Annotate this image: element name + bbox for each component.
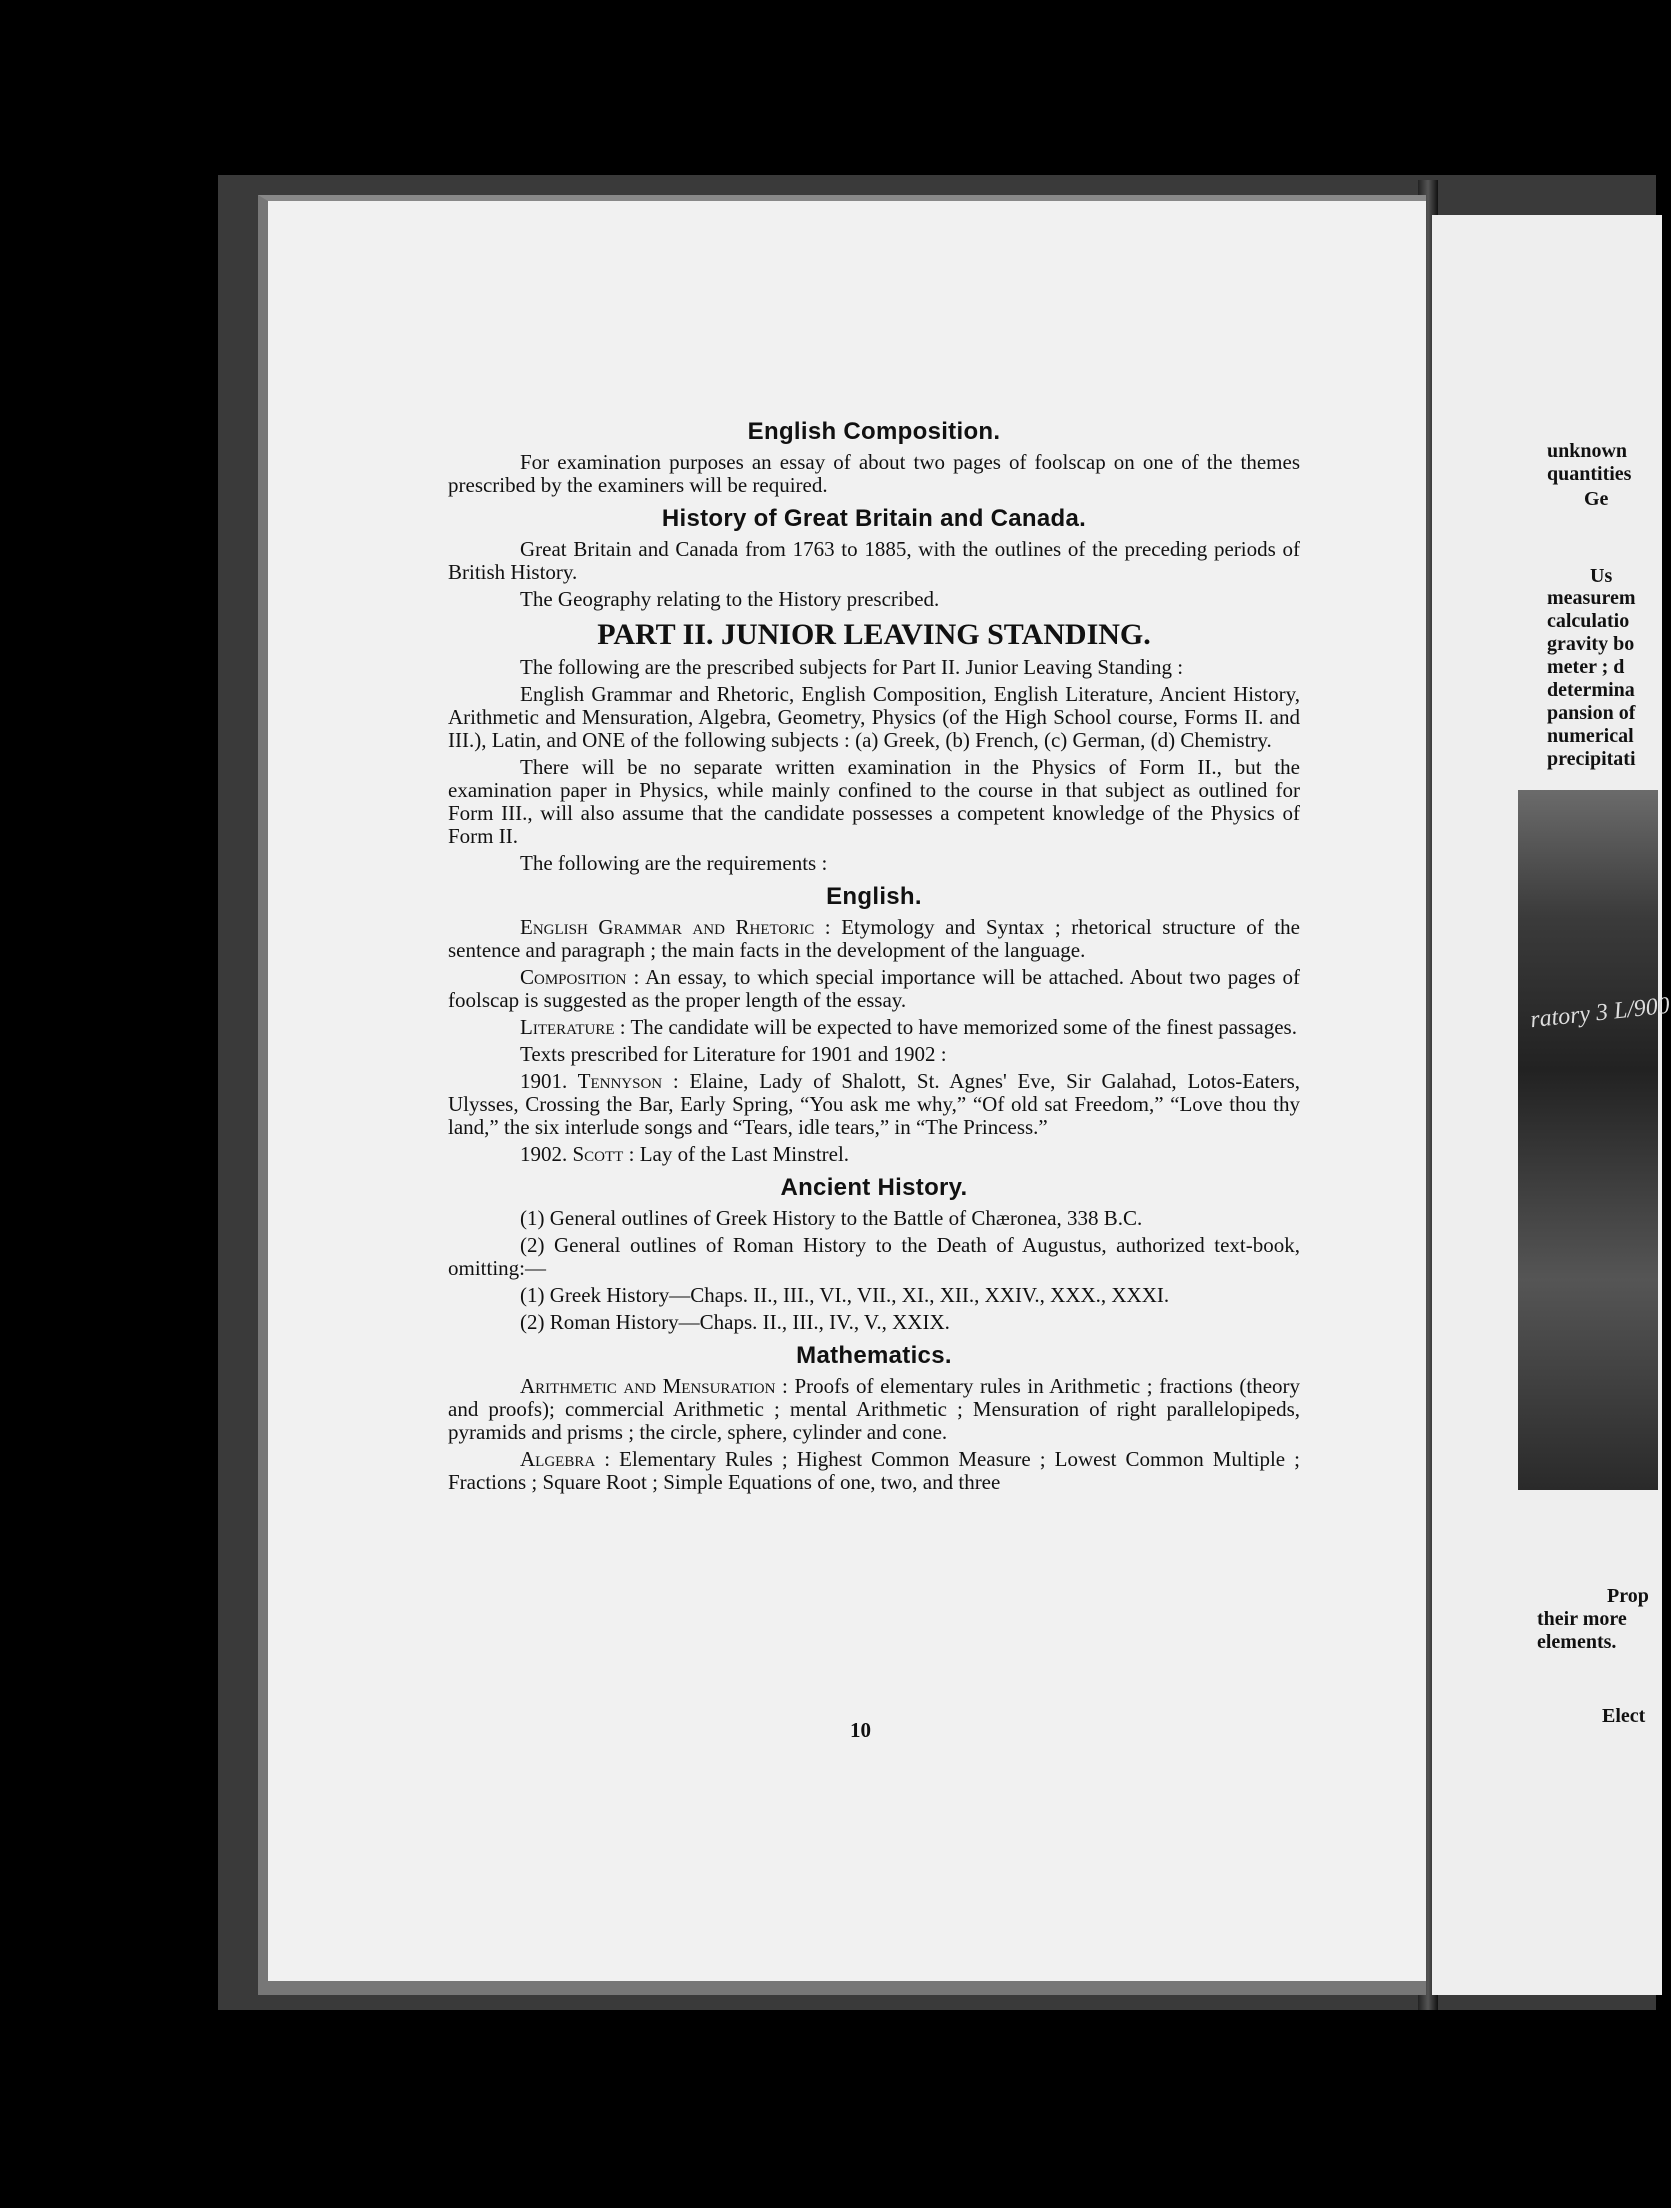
right-line: calculatio: [1547, 610, 1630, 632]
paragraph: [448, 916, 1300, 962]
paragraph: (2) General outlines of Roman History to the Death of Augustus, authorized text-book, omitting:—: [448, 1233, 1300, 1280]
paragraph-lead: Algebra :: [520, 1447, 611, 1471]
paragraph: The following are the prescribed subjects for Part II. Junior Leaving Standing :: [520, 655, 1184, 679]
paragraph: [448, 1016, 1300, 1039]
page-content: [448, 410, 1300, 1498]
right-line: Ge: [1584, 488, 1609, 510]
paragraph: The Geography relating to the History prescribed.: [520, 587, 940, 611]
paragraph: Great Britain and Canada from 1763 to 1885, with the outlines of the preceding periods of British History.: [448, 537, 1300, 584]
section-heading: History of Great Britain and Canada.: [661, 505, 1087, 532]
paragraph: [448, 1070, 1300, 1139]
right-line: quantities: [1547, 463, 1632, 485]
paragraph-lead: Arithmetic and Mensuration :: [520, 1374, 788, 1398]
paragraph-lead: 1902. Scott :: [520, 1142, 635, 1166]
paragraph: [448, 1448, 1300, 1494]
paragraph: (2) Roman History—Chaps. II., III., IV., V., XXIX.: [520, 1310, 950, 1334]
paragraph-text: Elementary Rules ; Highest Common Measure ; Lowest Common Multiple ; Fractions ; Square Root ; Simple Equations of one, two, and three: [448, 1447, 1300, 1494]
right-line: determina: [1547, 679, 1635, 701]
paragraph-text: An essay, to which special importance will be attached. About two pages of foolscap is suggested as the proper length of the essay.: [448, 965, 1300, 1012]
right-line: Us: [1590, 565, 1613, 587]
paragraph-text: Proofs of elementary rules in Arithmetic ; fractions (theory and proofs); commercial Arithmetic ; mental Arithmetic ; Mensuration of right parallelopipeds, pyramids and prisms ; the circle, sphere, cylinder and cone.: [448, 1374, 1301, 1444]
right-line: Elect: [1602, 1705, 1646, 1727]
paragraph-lead: Literature :: [520, 1015, 626, 1039]
section-heading: Mathematics.: [796, 1342, 952, 1369]
paragraph: There will be no separate written examination in the Physics of Form II., but the examination paper in Physics, while mainly confined to the course in that subject as outlined for Form III., will also assume that the candidate possesses a competent knowledge of the Physics of Form II.: [448, 755, 1300, 848]
paragraph-lead: Composition :: [520, 965, 640, 989]
paragraph: English Grammar and Rhetoric, English Composition, English Literature, Ancient History, Arithmetic and Mensuration, Algebra, Geometry, Physics (of the High School course, Forms II. and III.), Latin, and ONE of the following subjects : (a) Greek, (b) French, (c) German, (d) Chemistry.: [448, 682, 1300, 752]
right-line: numerical: [1547, 725, 1634, 747]
page-number: 10: [850, 1718, 871, 1742]
right-line: pansion of: [1547, 702, 1636, 724]
paragraph: Texts prescribed for Literature for 1901 and 1902 :: [520, 1042, 947, 1066]
right-line: elements.: [1537, 1631, 1617, 1653]
section-heading: English Composition.: [747, 418, 1001, 445]
right-line: precipitati: [1547, 748, 1636, 770]
paragraph: [448, 966, 1300, 1012]
paragraph: (1) General outlines of Greek History to the Battle of Chæronea, 338 B.C.: [520, 1206, 1143, 1230]
section-heading: Ancient History.: [780, 1174, 968, 1201]
right-line: meter ; d: [1547, 656, 1625, 678]
paragraph: [448, 1143, 1300, 1166]
photograph: [1518, 790, 1658, 1490]
right-line: unknown: [1547, 440, 1628, 462]
paragraph-text: The candidate will be expected to have memorized some of the finest passages.: [625, 1015, 1297, 1039]
right-line: their more: [1537, 1608, 1627, 1630]
paragraph-lead: 1901. Tennyson :: [520, 1069, 679, 1093]
paragraph: For examination purposes an essay of about two pages of foolscap on one of the themes prescribed by the examiners will be required.: [448, 450, 1300, 497]
handwritten-note: ratory 3 L/900: [1528, 992, 1671, 1034]
part-heading: PART II. JUNIOR LEAVING STANDING.: [597, 618, 1151, 651]
right-line: measurem: [1547, 587, 1636, 609]
paragraph: (1) Greek History—Chaps. II., III., VI., VII., XI., XII., XXIV., XXX., XXXI.: [520, 1283, 1170, 1307]
paragraph-text: Lay of the Last Minstrel.: [634, 1142, 850, 1166]
paragraph-lead: English Grammar and Rhetoric :: [520, 915, 831, 939]
right-line: gravity bo: [1547, 633, 1635, 655]
paragraph: [448, 1375, 1300, 1444]
paragraph-text: Elaine, Lady of Shalott, St. Agnes' Eve, Sir Galahad, Lotos-Eaters, Ulysses, Crossing the Bar, Early Spring, “You ask me why,” “Of old sat Freedom,” “Love thou thy land,” the six interlude songs and “Tears, idle tears,” in “The Princess.”: [448, 1069, 1300, 1139]
right-line: Prop: [1607, 1585, 1649, 1607]
section-heading: English.: [826, 883, 922, 910]
paragraph-text: Etymology and Syntax ; rhetorical structure of the sentence and paragraph ; the main facts in the development of the language.: [448, 915, 1300, 962]
paragraph: The following are the requirements :: [520, 851, 828, 875]
